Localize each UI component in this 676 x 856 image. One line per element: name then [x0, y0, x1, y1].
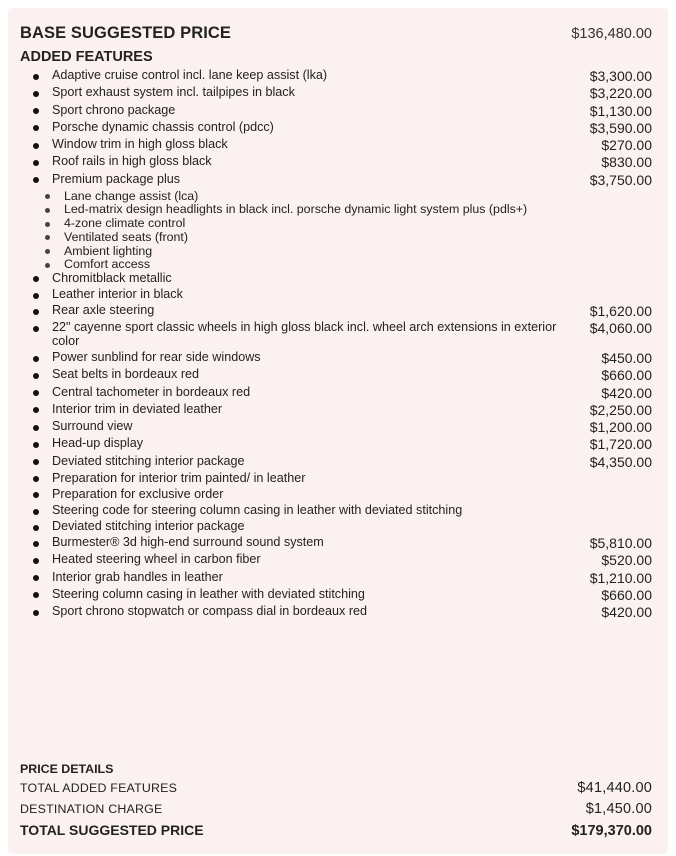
feature-item: [20, 386, 652, 401]
feature-item: [20, 138, 652, 153]
base-price-label: BASE SUGGESTED PRICE: [20, 24, 232, 42]
feature-name: Burmester® 3d high-end surround sound system: [52, 535, 324, 550]
feature-name: 22" cayenne sport classic wheels in high gloss black incl. wheel arch extensions in exterior color: [52, 320, 557, 349]
feature-price: $1,720.00: [589, 436, 652, 453]
total-added-features-label: TOTAL ADDED FEATURES: [20, 781, 178, 795]
feature-name: Premium package plus: [52, 171, 181, 186]
feature-price: $1,200.00: [589, 419, 652, 436]
feature-price: $830.00: [601, 154, 652, 171]
premium-package-sub-item: 4-zone climate control: [20, 217, 652, 231]
price-details-title: PRICE DETAILS: [20, 762, 114, 776]
feature-name: Power sunblind for rear side windows: [52, 350, 261, 365]
feature-price: $520.00: [601, 552, 652, 569]
feature-name: Deviated stitching interior package: [52, 519, 245, 534]
feature-name: Surround view: [52, 419, 133, 434]
feature-price: $660.00: [601, 586, 652, 603]
feature-name: Steering column casing in leather with deviated stitching: [52, 586, 365, 601]
feature-item: [20, 173, 652, 188]
base-price-value: $136,480.00: [571, 26, 652, 42]
destination-charge-row: [20, 801, 652, 822]
feature-name: Interior grab handles in leather: [52, 569, 223, 584]
feature-price: $5,810.00: [589, 535, 652, 552]
feature-item: [20, 420, 652, 435]
features-section: [20, 22, 652, 622]
premium-package-sub-list: [20, 190, 652, 272]
feature-item: [20, 588, 652, 603]
feature-item: [20, 351, 652, 366]
feature-price: $3,590.00: [589, 119, 652, 136]
feature-price: $4,350.00: [589, 453, 652, 470]
total-suggested-price-row: [20, 822, 652, 844]
feature-price: $420.00: [601, 604, 652, 621]
feature-item: [20, 155, 652, 170]
feature-item: [20, 504, 652, 518]
feature-price: $450.00: [601, 350, 652, 367]
feature-name: Chromitblack metallic: [52, 270, 172, 285]
premium-package-sub-item: Lane change assist (lca): [20, 190, 652, 204]
feature-item: [20, 288, 652, 302]
feature-item: [20, 304, 652, 319]
total-suggested-price-label: TOTAL SUGGESTED PRICE: [20, 822, 204, 838]
feature-price: $3,220.00: [589, 85, 652, 102]
feature-item: [20, 321, 652, 349]
feature-name: Sport chrono package: [52, 102, 176, 117]
feature-item: [20, 121, 652, 136]
feature-price: $1,620.00: [589, 303, 652, 320]
added-features-title: ADDED FEATURES: [20, 49, 153, 65]
feature-item: [20, 403, 652, 418]
feature-name: Adaptive cruise control incl. lane keep assist (lka): [52, 68, 328, 82]
feature-name: Head-up display: [52, 436, 144, 451]
destination-charge-label: DESTINATION CHARGE: [20, 802, 163, 816]
feature-item: [20, 104, 652, 119]
feature-name: Porsche dynamic chassis control (pdcc): [52, 119, 274, 134]
feature-name: Rear axle steering: [52, 303, 155, 318]
feature-price: $2,250.00: [589, 401, 652, 418]
feature-price: $4,060.00: [589, 320, 652, 337]
feature-price: $270.00: [601, 137, 652, 153]
price-summary-card: [8, 8, 668, 854]
feature-name: Preparation for interior trim painted/ in leather: [52, 470, 306, 485]
feature-name: Steering code for steering column casing in leather with deviated stitching: [52, 503, 463, 517]
premium-package-sub-item: Led-matrix design headlights in black incl. porsche dynamic light system plus (pdls+): [20, 203, 652, 217]
feature-name: Seat belts in bordeaux red: [52, 367, 200, 382]
feature-name: Preparation for exclusive order: [52, 486, 224, 501]
premium-package-sub-item: Ventilated seats (front): [20, 231, 652, 245]
feature-name: Window trim in high gloss black: [52, 137, 228, 151]
feature-price: $3,750.00: [589, 171, 652, 188]
feature-item: [20, 488, 652, 502]
premium-package-sub-item: Ambient lighting: [20, 245, 652, 259]
feature-name: Roof rails in high gloss black: [52, 154, 212, 169]
premium-package-sub-item: Comfort access: [20, 258, 652, 272]
total-added-features-row: [20, 780, 652, 801]
feature-item: [20, 455, 652, 470]
feature-price: $3,300.00: [589, 68, 652, 84]
total-added-features-value: $41,440.00: [577, 780, 652, 796]
feature-item: [20, 536, 652, 551]
feature-price: $660.00: [601, 367, 652, 384]
feature-name: Sport chrono stopwatch or compass dial in bordeaux red: [52, 604, 368, 619]
feature-item: [20, 69, 652, 84]
feature-price: $1,130.00: [589, 102, 652, 119]
feature-name: Central tachometer in bordeaux red: [52, 384, 251, 399]
feature-item: [20, 368, 652, 383]
feature-item: [20, 520, 652, 534]
feature-name: Heated steering wheel in carbon fiber: [52, 552, 261, 567]
price-details-section: [20, 762, 652, 844]
feature-list: [20, 69, 652, 620]
feature-name: Interior trim in deviated leather: [52, 401, 223, 416]
feature-item: [20, 86, 652, 101]
destination-charge-value: $1,450.00: [585, 801, 652, 817]
total-suggested-price-value: $179,370.00: [571, 823, 652, 839]
feature-item: [20, 605, 652, 620]
base-price-row: [20, 22, 652, 46]
feature-item: [20, 437, 652, 452]
feature-item: [20, 571, 652, 586]
feature-item: [20, 472, 652, 486]
feature-name: Sport exhaust system incl. tailpipes in black: [52, 85, 295, 100]
feature-item: [20, 553, 652, 568]
feature-item: [20, 272, 652, 286]
feature-name: Deviated stitching interior package: [52, 453, 245, 468]
feature-price: $420.00: [601, 384, 652, 401]
feature-price: $1,210.00: [589, 569, 652, 586]
feature-name: Leather interior in black: [52, 287, 183, 302]
